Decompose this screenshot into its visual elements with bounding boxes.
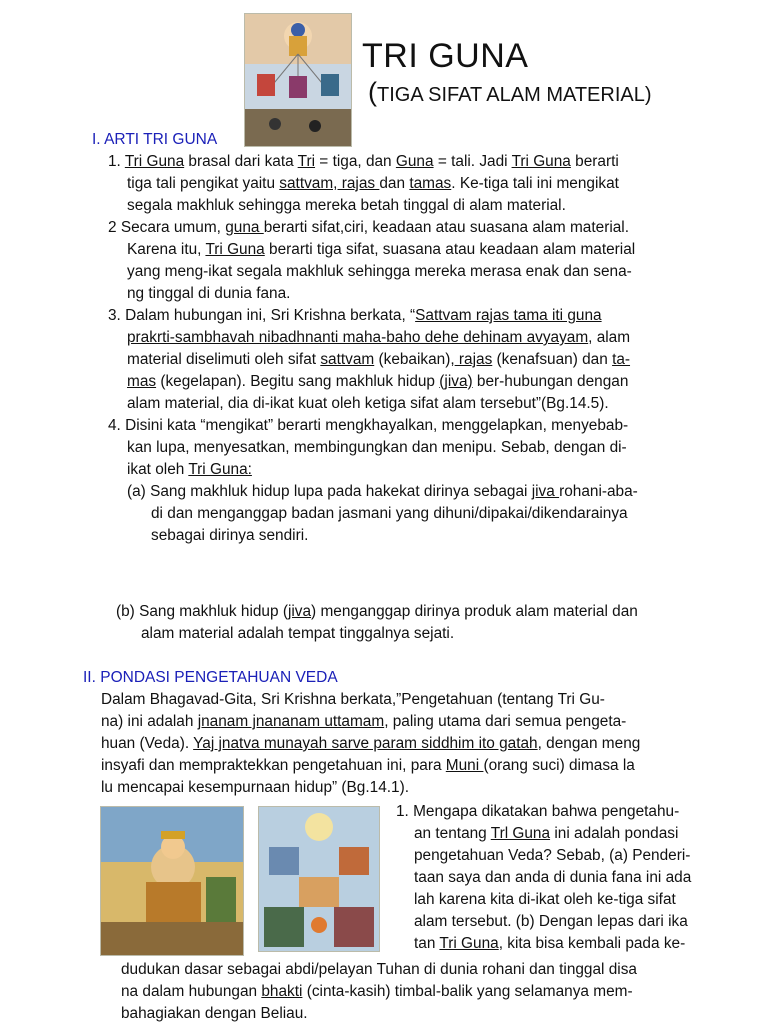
s2-line5: lu mencapai kesempurnaan hidup” (Bg.14.1). [101, 779, 409, 796]
s1-p4-a-line3: sebagai dirinya sendiri. [151, 527, 309, 544]
s2-line3: huan (Veda). Yaj jnatva munayah sarve param siddhim ito gatah, dengan meng [101, 735, 641, 752]
s1-p1-line3: segala makhluk sehingga mereka betah tinggal di alam material. [127, 197, 566, 214]
s1-p4-line3: ikat oleh Tri Guna: [127, 461, 252, 478]
s1-p3-line2: prakrti-sambhavah nibadhnanti maha-baho dehe dehinam avyayam, alam [127, 329, 631, 346]
s1-p4-b-line1: (b) Sang makhluk hidup (jiva) menganggap dirinya produk alam material dan [116, 603, 638, 620]
s1-p2-line1: 2 Secara umum, guna berarti sifat,ciri, keadaan atau suasana alam material. [108, 219, 630, 236]
s2-line1: Dalam Bhagavad-Gita, Sri Krishna berkata,”Pengetahuan (tentang Tri Gu- [101, 691, 605, 708]
s2-q-line9: na dalam hubungan bhakti (cinta-kasih) timbal-balik yang selamanya mem- [121, 983, 633, 1000]
s1-p3-line1: 3. Dalam hubungan ini, Sri Krishna berkata, “Sattvam rajas tama iti guna [108, 307, 602, 324]
s2-q-line7: tan Tri Guna, kita bisa kembali pada ke- [414, 935, 686, 952]
material-suffering-illustration [258, 806, 380, 952]
s2-line2: na) ini adalah jnanam jnananam uttamam, paling utama dari semua pengeta- [101, 713, 627, 730]
section-2-heading: II. PONDASI PENGETAHUAN VEDA [83, 669, 338, 686]
krishna-puppeteer-illustration [244, 13, 352, 147]
s1-p3-line4: mas (kegelapan). Begitu sang makhluk hidup (jiva) ber-hubungan dengan [127, 373, 629, 390]
s2-q-line10: bahagiakan dengan Beliau. [121, 1005, 308, 1022]
s1-p4-line2: kan lupa, menyesatkan, membingungkan dan menipu. Sebab, dengan di- [127, 439, 627, 456]
page-subtitle: (TIGA SIFAT ALAM MATERIAL) [368, 77, 652, 107]
s1-p2-line3: yang meng-ikat segala makhluk sehingga mereka merasa enak dan sena- [127, 263, 632, 280]
s1-p2-line4: ng tinggal di dunia fana. [127, 285, 291, 302]
s2-q-line3: pengetahuan Veda? Sebab, (a) Penderi- [414, 847, 691, 864]
s2-q-line4: taan saya dan anda di dunia fana ini ada [414, 869, 692, 886]
s2-q-line5: lah karena kita di-ikat oleh ke-tiga sifat [414, 891, 676, 908]
s1-p4-a-line2: di dan menganggap badan jasmani yang dihuni/dipakai/dikendarainya [151, 505, 628, 522]
s2-q-line1: 1. Mengapa dikatakan bahwa pengetahu- [396, 803, 680, 820]
s1-p4-a-line1: (a) Sang makhluk hidup lupa pada hakekat dirinya sebagai jiva rohani-aba- [127, 483, 638, 500]
s2-q-line8: dudukan dasar sebagai abdi/pelayan Tuhan di dunia rohani dan tinggal disa [121, 961, 637, 978]
s1-p1-line2: tiga tali pengikat yaitu sattvam, rajas dan tamas. Ke-tiga tali ini mengikat [127, 175, 619, 192]
s2-line4: insyafi dan mempraktekkan pengetahuan ini, para Muni (orang suci) dimasa la [101, 757, 635, 774]
section-1-heading: I. ARTI TRI GUNA [92, 131, 218, 148]
s2-q-line2: an tentang Trl Guna ini adalah pondasi [414, 825, 679, 842]
s1-p4-line1: 4. Disini kata “mengikat” berarti mengkhayalkan, menggelapkan, menyebab- [108, 417, 629, 434]
s1-p2-line2: Karena itu, Tri Guna berarti tiga sifat, suasana atau keadaan alam material [127, 241, 636, 258]
s2-q-line6: alam tersebut. (b) Dengan lepas dari ika [414, 913, 688, 930]
s1-p4-b-line2: alam material adalah tempat tinggalnya sejati. [141, 625, 455, 642]
page-title: TRI GUNA [362, 37, 529, 75]
s1-p3-line5: alam material, dia di-ikat kuat oleh ketiga sifat alam tersebut”(Bg.14.5). [127, 395, 609, 412]
s1-p3-line3: material diselimuti oleh sifat sattvam (kebaikan), rajas (kenafsuan) dan ta- [127, 351, 631, 368]
arjuna-chariot-illustration [100, 806, 244, 956]
s1-p1-line1: 1. Tri Guna brasal dari kata Tri = tiga, dan Guna = tali. Jadi Tri Guna berarti [108, 153, 619, 170]
